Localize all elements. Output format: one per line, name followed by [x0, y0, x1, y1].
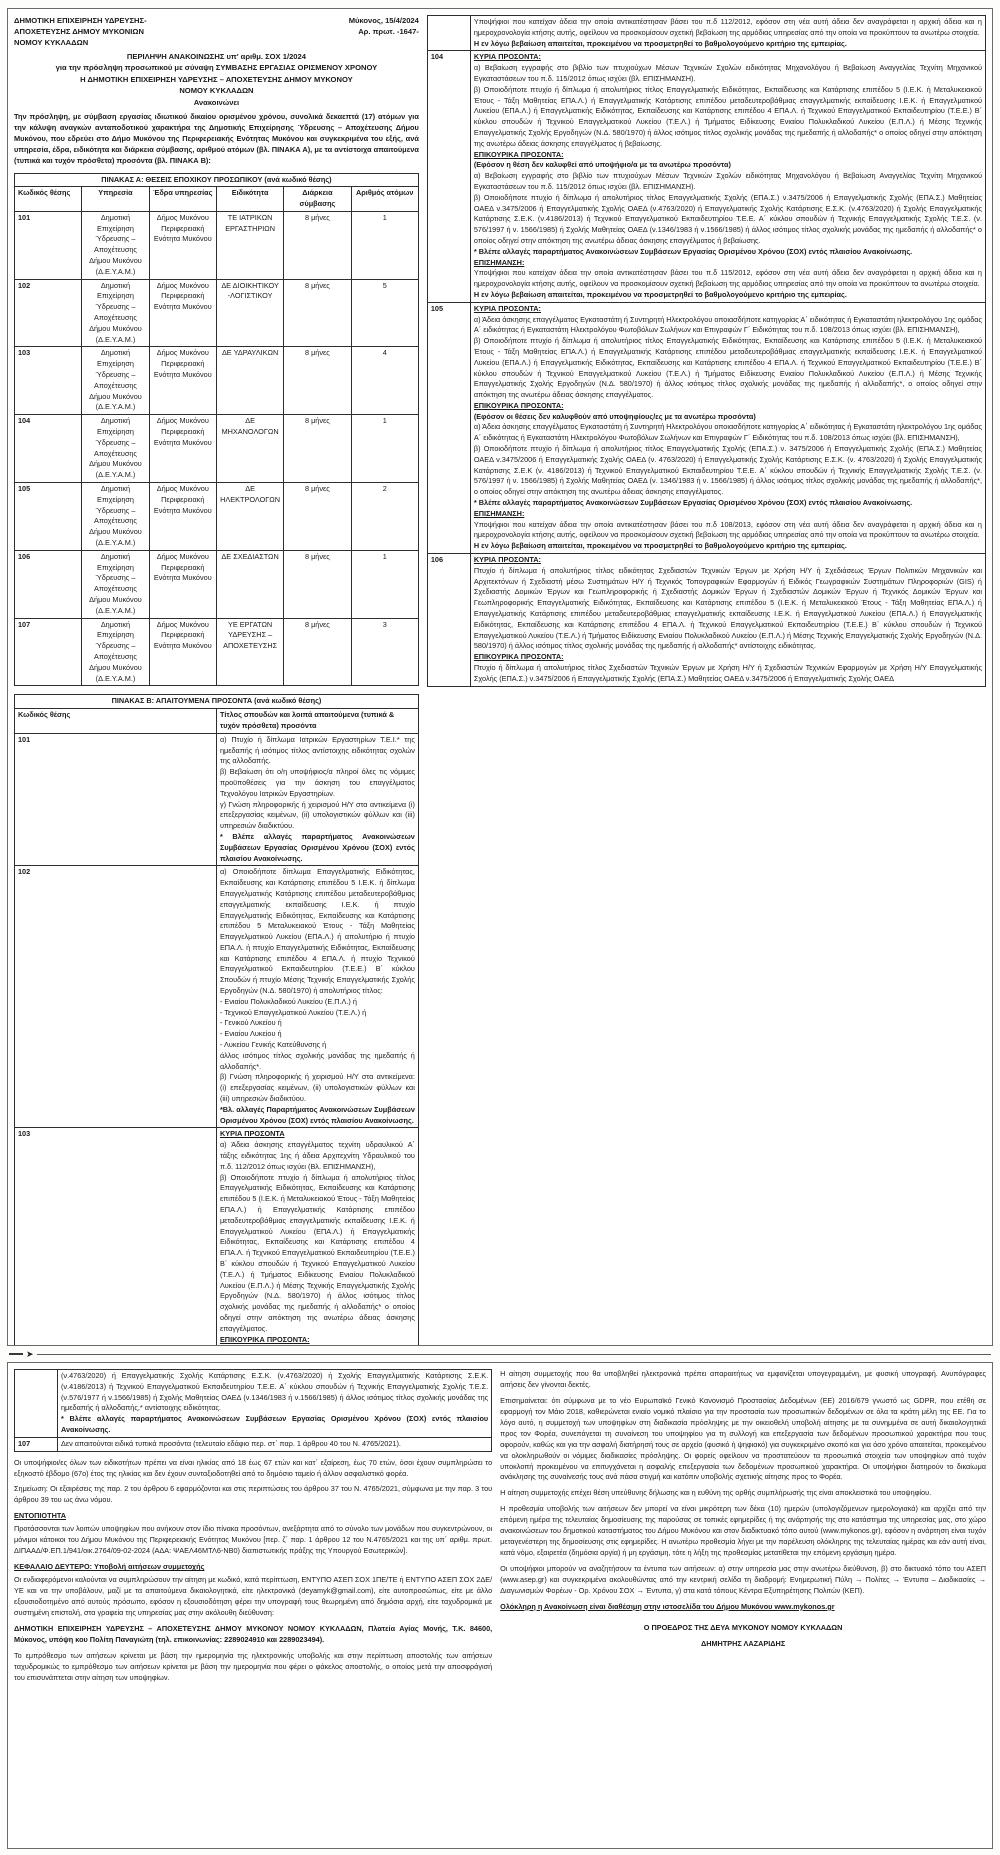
title-line: για την πρόσληψη προσωπικού με σύναψη ΣΥΜΒΑΣΗΣ ΕΡΓΑΣΙΑΣ ΟΡΙΣΜΕΝΟΥ ΧΡΟΝΟΥ [55, 63, 378, 73]
paragraph: ΚΕΦΑΛΑΙΟ ΔΕΥΤΕΡΟ: Υποβολή αιτήσεων συμμετοχής [14, 1562, 205, 1572]
qualification-text-cell [470, 302, 985, 553]
paragraph: α) Άδεια άσκησης επαγγέλματος τεχνίτη υδραυλικού Α΄ τάξης ειδικότητας 1ης ή άδεια Αρχιτεχνίτη Υδραυλικού του π.δ. 112/2012 όπως ισχύει (Βλ. ΕΠΙΣΗΜΑΝΣΗ), [219, 1140, 415, 1171]
paragraph: α) Βεβαίωση εγγραφής στο βιβλίο των πτυχιούχων Μέσων Τεχνικών Σχολών ειδικότητας Μηχανολόγου ή Βεβαίωση Αναγγελίας Τεχνίτη Μηχανικού Εγκαταστάσεων του π.δ. 115/2012 όπως ισχύει (βλ. ΕΠΙΣΗΜΑΝΣΗ). [473, 63, 982, 83]
table-b-requirements-right [427, 15, 986, 687]
qualification-text-cell [470, 16, 985, 51]
qualification-row [427, 302, 985, 553]
position-code-cell: 105 [427, 302, 470, 553]
table-cell: ΔΕ ΣΧΕΔΙΑΣΤΩΝ [216, 550, 283, 618]
paragraph: (ν.4763/2020) ή Επαγγελματικής Σχολής Κατάρτισης Ε.Σ.Κ. (ν.4763/2020) ή Σχολής Επαγγελματικής Κατάρτισης Σ.Ε.Κ. (ν.4186/2013) ή Τεχνικού Επαγγελματικού Εκπαιδευτηρίου Τ.Ε.Ε. Α΄ κύκλου σπουδών ή Τεχνικής Επαγγελματικής Σχολής Τ.Ε.Σ. (ν.576/1977 ή ν.1566/1985) ή Σχολής Μαθητείας ΟΑΕΔ (ν.1346/1983 ή ν.1566/1985) ή άλλος ισότιμος τίτλος σχολικής μονάδας της ημεδαπής ή αλλοδαπής,* αντίστοιχης ειδικότητας. [61, 1371, 489, 1413]
page-break-arrow-icon: ➤ [26, 1348, 34, 1359]
paragraph: ΕΠΙΣΗΜΑΝΣΗ: [473, 508, 525, 518]
table-b-requirements-left [14, 694, 419, 1346]
table-cell: ΔΕ ΗΛΕΚΤΡΟΛΟΓΩΝ [216, 483, 283, 551]
paragraph: β) Οποιοδήποτε πτυχίο ή δίπλωμα ή απολυτήριος τίτλος Επαγγελματικής Ειδικότητας, Εκπαίδευσης και Κατάρτισης επιπέδου 5 (Ι.Ε.Κ. ή Μεταλυκειακού Έτους - Τάξη Μαθητείας ΕΠΑ.Λ.) ή Επαγγελματικής Κατάρτισης επιπέδου μεταδευτεροβάθμιας επαγγελματικής εκπαίδευσης Ι.Ε.Κ. ή Επαγγελματικού Λυκείου (ΕΠΑ.Λ.) ή Επαγγελματικής Ειδικότητας, Εκπαίδευσης και Κατάρτισης επιπέδου 4 ΕΠΑ.Λ. ή Τεχνικού Επαγγελματικού Εκπαιδευτηρίου (Τ.Ε.Ε.) Β΄ κύκλου σπουδών ή Τεχνικού Επαγγελματικού Λυκείου (Τ.Ε.Λ.) ή Τμήματος Ειδίκευσης Ενιαίου Πολυκλαδικού Λυκείου (Ε.Π.Λ.) ή Μέσης Τεχνικής Επαγγελματικής Σχολής Εργοδηγών (Ν.Δ. 580/1970) ή άλλος ισότιμος τίτλος σχολικής μονάδας της ημεδαπής ή αλλοδαπής* ο οποίος οδηγεί στην απόκτηση της ανωτέρω άδειας άσκησης επαγγέλματος. [219, 1172, 415, 1333]
table-cell: Δημοτική Επιχείρηση Ύδρευσης – Αποχέτευσης Δήμου Μυκόνου (Δ.Ε.Υ.Α.Μ.) [82, 279, 149, 347]
divider-segment [9, 1353, 23, 1355]
paragraph: β) Οποιοδήποτε πτυχίο ή δίπλωμα ή απολυτήριος τίτλος Επαγγελματικής Σχολής (ΕΠΑ.Σ.) ν.3475/2006 ή Επαγγελματικής Σχολής (ΕΠΑ.Σ.) Μαθητείας ΟΑΕΔ ν.3475/2006 ή Επαγγελματικής Σχολής ΟΑΕΔ (ν.4763/2020) ή Επαγγελματικής Σχολής Κατάρτισης Ε.Σ.Κ. (ν.4763/2020) ή Σχολής Επαγγελματικής Κατάρτισης Σ.Ε.Κ. (ν.4186/2013) ή Τεχνικού Επαγγελματικού Εκπαιδευτηρίου Τ.Ε.Ε. Α΄ κύκλου σπουδών ή Τεχνικής Επαγγελματικής Σχολής Τ.Ε.Σ. (ν. 576/1997 ή ν. 1566/1985) ή Σχολής Μαθητείας ΟΑΕΔ (ν.1346/1983 ή ν.1566/1985) ή άλλος ισότιμος τίτλος σχολικής μονάδας της ημεδαπής ή αλλοδαπής* ο οποίος οδηγεί στην απόκτηση της ανωτέρω άδειας άσκησης επαγγέλματος ή βεβαίωσης. [473, 192, 982, 245]
paragraph: Ο ΠΡΟΕΔΡΟΣ ΤΗΣ ΔΕΥΑ ΜΥΚΟΝΟΥ ΝΟΜΟΥ ΚΥΚΛΑΔΩΝ [643, 1622, 843, 1632]
position-code-cell: 107 [15, 1437, 58, 1451]
paragraph: ΔΗΜΗΤΡΗΣ ΛΑΖΑΡΙΔΗΣ [700, 1638, 786, 1648]
qualification-row [427, 51, 985, 302]
qualification-row [15, 866, 419, 1128]
table-cell: 1 [351, 550, 418, 618]
paragraph: α) Βεβαίωση εγγραφής στο βιβλίο των πτυχιούχων Μέσων Τεχνικών Σχολών ειδικότητας Μηχανολόγου ή Βεβαίωση Αναγγελίας Τεχνίτη Μηχανικού Εγκαταστάσεων του π.δ. 115/2012 όπως ισχύει (βλ. ΕΠΙΣΗΜΑΝΣΗ). [473, 171, 982, 191]
paragraph: Οι ενδιαφερόμενοι καλούνται να συμπληρώσουν την αίτηση με κωδικό, κατά περίπτωση, ΕΝΤΥΠΟ ΑΣΕΠ ΣΟΧ 1ΠΕ/ΤΕ ή ΕΝΤΥΠΟ ΑΣΕΠ ΣΟΧ 2ΔΕ/ΥΕ και να την υποβάλουν, μαζί με τα απαιτούμενα δικαιολογητικά, είτε ηλεκτρονικά (deyamyk@gmail.com), είτε αυτοπροσώπως, είτε με άλλο εξουσιοδοτημένο από αυτούς πρόσωπο, εφόσον η εξουσιοδότηση φέρει την υπογραφή τους θεωρημένη από δημόσια αρχή, είτε ταχυδρομικά με συστημένη επιστολή, στα γραφεία της υπηρεσίας μας στην ακόλουθη διεύθυνση: [14, 1575, 493, 1617]
paragraph: ΕΠΙΚΟΥΡΙΚΑ ΠΡΟΣΟΝΤΑ: [473, 149, 564, 159]
paragraph: - Τεχνικού Επαγγελματικού Λυκείου (Τ.Ε.Λ.) ή [219, 1007, 367, 1017]
paragraph: ΔΗΜΟΤΙΚΗ ΕΠΙΧΕΙΡΗΣΗ ΥΔΡΕΥΣΗΣ – ΑΠΟΧΕΤΕΥΣΗΣ ΔΗΜΟΥ ΜΥΚΟΝΟΥ ΝΟΜΟΥ ΚΥΚΛΑΔΩΝ, Πλατεία Αγίας Μονής, Τ.Κ. 84600, Μύκονος, υπόψη κου Πολίτη Παναγιώτη (τηλ. επικοινωνίας: 2289024910 και 2289023494). [14, 1623, 493, 1644]
paragraph: Δεν απαιτούνται ειδικά τυπικά προσόντα (τελευταίο εδάφιο περ. στ΄ παρ. 1 άρθρου 40 του Ν. 4765/2021). [61, 1438, 401, 1448]
table-cell: Δημοτική Επιχείρηση Ύδρευσης – Αποχέτευσης Δήμου Μυκόνου (Δ.Ε.Υ.Α.Μ.) [82, 483, 149, 551]
document-page-2 [7, 1362, 993, 1849]
paragraph: Η προθεσμία υποβολής των αιτήσεων δεν μπορεί να είναι μικρότερη των δέκα (10) ημερών (υπολογιζόμενων ημερολογιακά) και αρχίζει από την επόμενη ημέρα της τελευταίας δημοσίευσης της παρούσας σε τοπικές εφημερίδες ή της ανάρτησής της στο κατάστημα της υπηρεσίας μας, στο χώρο ανακοινώσεων του δημοτικού καταστήματος του Δήμου Μυκόνου και στον διαδικτυακό τόπο αυτού (www.mykonos.gr), εφόσον η ανάρτηση είναι τυχόν μεταγενέστερη της δημοσίευσης στις εφημερίδες. Η ανωτέρω προθεσμία λήγει με την παρέλευση ολόκληρης της τελευταίας ημέρας και εάν αυτή είναι, κατά νόμο, εξαιρετέα (δημόσια αργία) ή μη εργάσιμη, τότε η λήξη της προθεσμίας μετατίθεται την επόμενη εργάσιμη ημέρα. [500, 1504, 986, 1558]
table-row [15, 618, 419, 686]
page-break-divider [7, 1346, 993, 1362]
table-cell: 8 μήνες [284, 279, 351, 347]
qualification-text-cell [216, 1128, 418, 1346]
table-b-header-row [15, 709, 419, 734]
paragraph: Η εν λόγω βεβαίωση απαιτείται, προκειμένου να προσμετρηθεί το βαθμολογούμενο κριτήριο της εμπειρίας. [473, 38, 847, 48]
qualification-row [15, 733, 419, 866]
title-line: Η ΔΗΜΟΤΙΚΗ ΕΠΙΧΕΙΡΗΣΗ ΥΔΡΕΥΣΗΣ – ΑΠΟΧΕΤΕΥΣΗΣ ΔΗΜΟΥ ΜΥΚΟΝΟΥ [80, 74, 353, 84]
page1-right-column [427, 15, 986, 1339]
org-line: ΝΟΜΟΥ ΚΥΚΛΑΔΩΝ [14, 38, 89, 47]
column-header: Ειδικότητα [216, 187, 283, 212]
document-header [14, 15, 419, 48]
qualification-text-cell [216, 866, 418, 1128]
paragraph: β) Οποιοδήποτε πτυχίο ή δίπλωμα ή απολυτήριος τίτλος Επαγγελματικής Σχολής (ΕΠΑ.Σ.) ν. 3475/2006 ή Επαγγελματικής Σχολής (ΕΠΑ.Σ.) Μαθητείας ΟΑΕΔ ν.3475/2006 ή Επαγγελματικής Σχολής ΟΑΕΔ (ν. 4763/2020) ή Επαγγελματικής Σχολής Κατάρτισης Ε.Σ.Κ. (ν. 4763/2020) ή Σχολής Επαγγελματικής Κατάρτισης Σ.Ε.Κ (ν. 4186/2013) ή Τεχνικού Επαγγελματικού Εκπαιδευτηρίου Τ.Ε.Ε. Α΄ κύκλου σπουδών ή Τεχνικής Επαγγελματικής Σχολής Τ.Ε.Σ. (ν. 576/1997 ή ν. 1566/1985) ή Σχολής Μαθητείας ΟΑΕΔ (ν. 1346/1983 ή ν. 1566/1985) ή άλλος ισότιμος τίτλος σχολικής μονάδας της ημεδαπής ή αλλοδαπής*, ο οποίος οδηγεί στην απόκτηση της ανωτέρω άδειας άσκησης επαγγέλματος. [473, 444, 982, 497]
paragraph: * Βλέπε αλλαγές παραρτήματος Ανακοινώσεων Συμβάσεων Εργασίας Ορισμένου Χρόνου (ΣΟΧ) εντός πλαισίου Ανακοίνωσης. [219, 831, 415, 863]
table-b-continuation [14, 1369, 492, 1452]
paragraph: ΚΥΡΙΑ ΠΡΟΣΟΝΤΑ: [473, 555, 541, 565]
document-page-1 [7, 8, 993, 1346]
paragraph: β) Οποιοδήποτε πτυχίο ή δίπλωμα ή απολυτήριος τίτλος Επαγγελματικής Ειδικότητας, Εκπαίδευσης και Κατάρτισης επιπέδου 5 (Ι.Ε.Κ. ή Μεταλυκειακού Έτους - Τάξη Μαθητείας ΕΠΑ.Λ.) ή Επαγγελματικής Κατάρτισης επιπέδου μεταδευτεροβάθμιας επαγγελματικής εκπαίδευσης Ι.Ε.Κ. ή Επαγγελματικού Λυκείου (ΕΠΑ.Λ.) ή Επαγγελματικής Ειδικότητας, Εκπαίδευσης και Κατάρτισης επιπέδου 4 ΕΠΑ.Λ. ή Τεχνικού Επαγγελματικού Εκπαιδευτηρίου (Τ.Ε.Ε.) Β΄ κύκλου σπουδών ή Τεχνικού Επαγγελματικού Λυκείου (Τ.Ε.Λ.) ή Τμήματος Ειδίκευσης Ενιαίου Πολυκλαδικού Λυκείου (Ε.Π.Λ.) ή Μέσης Τεχνικής Επαγγελματικής Σχολής Εργοδηγών (Ν.Δ. 580/1970) ή άλλος ισότιμος τίτλος σχολικής μονάδας της ημεδαπής ή αλλοδαπής* ο οποίος οδηγεί στην απόκτηση της ανωτέρω άδειας άσκησης επαγγέλματος ή βεβαίωσης. [473, 84, 982, 148]
table-cell: Δήμος Μυκόνου Περιφερειακή Ενότητα Μυκόνου [149, 279, 216, 347]
document-date: Μύκονος, 15/4/2024 [348, 16, 419, 25]
table-cell: 8 μήνες [284, 347, 351, 415]
paragraph: α) Πτυχίο ή δίπλωμα Ιατρικών Εργαστηρίων Τ.Ε.Ι.* της ημεδαπής ή ισότιμος τίτλος αντίστοιχης ειδικότητας σχολών της αλλοδαπής. [219, 734, 415, 766]
org-line: ΔΗΜΟΤΙΚΗ ΕΠΙΧΕΙΡΗΣΗ ΥΔΡΕΥΣΗΣ- [14, 16, 147, 25]
paragraph: άλλος ισότιμος τίτλος σχολικής μονάδας της ημεδαπής ή αλλοδαπής*. [219, 1050, 415, 1071]
table-cell: 102 [15, 279, 82, 347]
table-b-right-body [427, 16, 985, 687]
table-row [15, 415, 419, 483]
qualification-row [15, 1370, 492, 1438]
column-header: Υπηρεσία [82, 187, 149, 212]
paragraph: Προτάσσονται των λοιπών υποψηφίων που ανήκουν στον ίδιο πίνακα προσόντων, ανεξάρτητα από το σύνολο των μονάδων που συγκεντρώνουν, οι μόνιμοι κάτοικοι του Δήμου Μυκόνου της Περιφερειακής Ενότητας Μυκόνου [περ. ζ΄ παρ. 1 άρθρου 12 του Ν.4765/2021 και της υπ΄ αριθμ. πρωτ. ΔΙΠΑΑΔ/Φ.ΕΠ.1/941/οικ.2764/09-02-2024 (ΑΔΑ: ΨΑΕΛ46ΜΤΛ6-ΝΒ0) διαπιστωτικής πράξης της Υπουργού Εσωτερικών]. [14, 1524, 493, 1556]
table-cell: Δημοτική Επιχείρηση Ύδρευσης – Αποχέτευσης Δήμου Μυκόνου (Δ.Ε.Υ.Α.Μ.) [82, 618, 149, 686]
page2-left-column [14, 1369, 492, 1842]
paragraph: Υποψήφιοι που κατείχαν άδεια την οποία αντικατέστησαν βάσει του π.δ 115/2012, εφόσον στη νέα αυτή άδεια δεν αναγράφεται η αρχική άδεια και η ημεροχρονολογία κτήσης αυτής, οφείλουν να προσκομίσουν σχετική βεβαίωση της αρμόδιας υπηρεσίας από την οποία να προκύπτουν τα ανωτέρω στοιχεία. [473, 268, 982, 289]
position-code-cell: 101 [15, 733, 217, 866]
document-title-block [14, 51, 419, 108]
page2-right-paragraphs [500, 1369, 986, 1613]
table-cell: 105 [15, 483, 82, 551]
paragraph: α) Άδεια άσκησης επαγγέλματος Εγκαταστάτη ή Συντηρητή Ηλεκτρολόγου οποιασδήποτε κατηγορίας Α΄ ειδικότητας ή Εγκαταστάτη ηλεκτρολόγου 1ης ομάδας Α΄ ειδικότητας ή Εγκαταστάτη Ηλεκτρολόγου Φωτοβόλων Σωλήνων και Επιγραφών Γ΄ Ειδικότητας του π.δ. 108/2013 όπως ισχύει (βλ. ΕΠΙΣΗΜΑΝΣΗ), [473, 422, 982, 443]
paragraph: β) Γνώση πληροφορικής ή χειρισμού Η/Υ στα αντικείμενα: (i) επεξεργασίας κειμένων, (ii) υπολογιστικών φύλλων και (iii) υπηρεσιών διαδικτύου. [219, 1072, 415, 1104]
table-b-left-body [15, 733, 419, 1346]
position-code-cell [427, 16, 470, 51]
table-cell: ΔΕ ΜΗΧΑΝΟΛΟΓΩΝ [216, 415, 283, 483]
paragraph: Ολόκληρη η Ανακοίνωση είναι διαθέσιμη στην ιστοσελίδα του Δήμου Μυκόνου www.mykonos.gr [500, 1601, 835, 1611]
table-cell: ΥΕ ΕΡΓΑΤΩΝ ΥΔΡΕΥΣΗΣ – ΑΠΟΧΕΤΕΥΣΗΣ [216, 618, 283, 686]
table-cell: 8 μήνες [284, 618, 351, 686]
paragraph: ΕΠΙΚΟΥΡΙΚΑ ΠΡΟΣΟΝΤΑ: [473, 400, 564, 410]
table-cell: 8 μήνες [284, 483, 351, 551]
position-code-cell: 104 [427, 51, 470, 302]
table-cell: Δήμος Μυκόνου Περιφερειακή Ενότητα Μυκόνου [149, 618, 216, 686]
table-cell: Δημοτική Επιχείρηση Ύδρευσης – Αποχέτευσης Δήμου Μυκόνου (Δ.Ε.Υ.Α.Μ.) [82, 211, 149, 279]
table-cell: 101 [15, 211, 82, 279]
table-cell: 106 [15, 550, 82, 618]
paragraph: ΕΠΙΣΗΜΑΝΣΗ: [473, 257, 525, 267]
table-cell: 2 [351, 483, 418, 551]
org-line: ΑΠΟΧΕΤΕΥΣΗΣ ΔΗΜΟΥ ΜΥΚΟΝΙΩΝ [14, 27, 144, 36]
paragraph: Οι υποψήφιοι μπορούν να αναζητήσουν τα έντυπα των αιτήσεων: α) στην υπηρεσία μας στην ανωτέρω διεύθυνση, β) στο δικτυακό τόπο του ΑΣΕΠ (www.asep.gr) και συγκεκριμένα ακολουθώντας από την κεντρική σελίδα τη διαδρομή: Ενημερωτική Πύλη → Πολίτες → Έντυπα – Διαδικασίες → Διαγωνισμών Φορέων - Ορ. Χρόνου ΣΟΧ → Έντυπα, γ) στα κατά τόπους Κέντρα Εξυπηρέτησης Πολιτών (ΚΕΠ). [500, 1564, 986, 1595]
table-cell: Δήμος Μυκόνου Περιφερειακή Ενότητα Μυκόνου [149, 550, 216, 618]
position-code-cell: 103 [15, 1128, 217, 1346]
paragraph: *Βλ. αλλαγές Παραρτήματος Ανακοινώσεων Συμβάσεων Ορισμένου Χρόνου (ΣΟΧ) εντός πλαισίου Ανακοίνωσης. [219, 1104, 415, 1125]
page2-left-paragraphs [14, 1458, 492, 1684]
page1-left-column [14, 15, 419, 1344]
paragraph: Επισημαίνεται: ότι σύμφωνα με το νέο Ευρωπαϊκό Γενικό Κανονισμό Προστασίας Δεδομένων (ΕΕ) 2016/679 γνωστό ως GDPR, που ετέθη σε εφαρμογή τον Μάιο 2018, καθιερώνεται ενιαίο νομικό πλαίσιο για την προστασία των προσωπικών δεδομένων σε όλα τα κράτη μέλη της ΕΕ. Για το λόγο αυτό, η συμμετοχή των υποψηφίων στη διαδικασία πρόσληψης με την οικειοθελή υποβολή αίτησης με τα συνημμένα σε αυτή δικαιολογητικά προς τον Φορέα, συνεπάγεται τη συναίνεση του υποψηφίου για τη συλλογή και επεξεργασία των δεδομένων προσωπικού χαρακτήρα που τους αφορούν, καθώς και για την ασφαλή διατήρησή τους σε αρχείο (φυσικό ή ψηφιακό) για συγκεκριμένο σκοπό και για όσο χρόνο απαιτείται, προκειμένου να ολοκληρωθούν οι νόμιμες διαδικασίες πρόσληψης. Οι φορείς οφείλουν να προστατεύουν τα προσωπικά στοιχεία των υποψηφίων από τυχόν υποκλοπή προκειμένου να επιτυγχάνεται η ασφαλής επεξεργασία των δεδομένων προσωπικού χαρακτήρα. Οι υποψήφιοι διατηρούν το δικαίωμα ανάκλησης της συναίνεσής τους ανά πάσα στιγμή και κατόπιν υποβολής σχετικής αίτησης προς το Φορέα. [500, 1395, 986, 1482]
table-row [15, 279, 419, 347]
position-code-cell: 102 [15, 866, 217, 1128]
table-row [15, 211, 419, 279]
table-cell: Δημοτική Επιχείρηση Ύδρευσης – Αποχέτευσης Δήμου Μυκόνου (Δ.Ε.Υ.Α.Μ.) [82, 550, 149, 618]
column-header: Διάρκεια σύμβασης [284, 187, 351, 212]
qualification-row [15, 1437, 492, 1451]
table-a-header-row [15, 187, 419, 212]
qualification-row [427, 554, 985, 687]
table-cell: 8 μήνες [284, 550, 351, 618]
paragraph: Οι υποψήφιοι/ες όλων των ειδικοτήτων πρέπει να είναι ηλικίας από 18 έως 67 ετών και κατ΄ εξαίρεση, έως 70 ετών, όσοι έχουν συμπληρώσει το εξηκοστό έβδομο (67ο) έτος της ηλικίας και δεν έχουν συνταξιοδοτηθεί από το δημόσιο ταμείο ή άλλον ασφαλιστικό φορέα. [14, 1457, 493, 1478]
paragraph: - Ενιαίου Πολυκλαδικού Λυκείου (Ε.Π.Λ.) ή [219, 996, 357, 1006]
intro-paragraph: Την πρόσληψη, με σύμβαση εργασίας ιδιωτικού δικαίου ορισμένου χρόνου, συνολικά δεκαεπτά (17) ατόμων για την κάλυψη αναγκών ανταποδοτικού χαρακτήρα της Δημοτικής Επιχείρησης Ύδρευσης – Αποχέτευσης Δήμου Μυκόνου, που εδρεύει στο Δήμο Μυκόνου της Περιφερειακής Ενότητας Μυκόνου και συγκεκριμένα του εξής, ανά υπηρεσία, έδρα, ειδικότητα και διάρκεια σύμβασης, αριθμού ατόμων (βλ. ΠΙΝΑΚΑ Α), με τα αντίστοιχα απαιτούμενα (τυπικά και τυχόν πρόσθετα) προσόντα (βλ. ΠΙΝΑΚΑ Β): [14, 111, 419, 166]
paragraph: α) Άδεια άσκησης επαγγέλματος Εγκαταστάτη ή Συντηρητή Ηλεκτρολόγου οποιασδήποτε κατηγορίας Α΄ ειδικότητας ή Εγκαταστάτη ηλεκτρολόγου 1ης ομάδας Α΄ ειδικότητας ή Εγκαταστάτη Ηλεκτρολόγου Φωτοβόλων Σωλήνων και Επιγραφών Γ΄ Ειδικότητας του π.δ. 108/2013 όπως ισχύει (βλ. ΕΠΙΣΗΜΑΝΣΗ), [473, 314, 982, 335]
paragraph: β) Οποιοδήποτε πτυχίο ή δίπλωμα ή απολυτήριος τίτλος Επαγγελματικής Ειδικότητας, Εκπαίδευσης και Κατάρτισης επιπέδου 5 (Ι.Ε.Κ. ή Μεταλυκειακού Έτους - Τάξη Μαθητείας ΕΠΑ.Λ.) ή Επαγγελματικής Κατάρτισης επιπέδου μεταδευτεροβάθμιας επαγγελματικής εκπαίδευσης Ι.Ε.Κ. ή Επαγγελματικού Λυκείου (ΕΠΑ.Λ.) ή Επαγγελματικής Ειδικότητας, Εκπαίδευσης και Κατάρτισης επιπέδου 4 ΕΠΑ.Λ. ή Τεχνικού Επαγγελματικού Εκπαιδευτηρίου (Τ.Ε.Ε.) Β΄ κύκλου σπουδών ή Τεχνικού Επαγγελματικού Λυκείου (Τ.Ε.Λ.) ή Τμήματος Ειδίκευσης Ενιαίου Πολυκλαδικού Λυκείου (Ε.Π.Λ.) ή Μέσης Τεχνικής Επαγγελματικής Σχολής Εργοδηγών (Ν.Δ. 580/1970) ή άλλος ισότιμος τίτλος σχολικής μονάδας της ημεδαπής ή αλλοδαπής*, ο οποίος οδηγεί στην απόκτηση της ανωτέρω άδειας άσκησης επαγγέλματος. [473, 336, 982, 400]
paragraph: * Βλέπε αλλαγές παραρτήματος Ανακοινώσεων Συμβάσεων Εργασίας Ορισμένου Χρόνου (ΣΟΧ) εντός πλαισίου Ανακοίνωσης. [473, 498, 913, 508]
table-cell: ΤΕ ΙΑΤΡΙΚΩΝ ΕΡΓΑΣΤΗΡΙΩΝ [216, 211, 283, 279]
title-line: ΠΕΡΙΛΗΨΗ ΑΝΑΚΟΙΝΩΣΗΣ υπ' αριθμ. ΣΟΧ 1/2024 [126, 52, 306, 61]
paragraph: - Γενικού Λυκείου ή [219, 1018, 282, 1028]
table-b-continuation-body [15, 1370, 492, 1452]
qualification-row [15, 1128, 419, 1346]
table-row [15, 483, 419, 551]
paragraph: Υποψήφιοι που κατείχαν άδεια την οποία αντικατέστησαν βάσει του π.δ 108/2013, εφόσον στη νέα αυτή άδεια δεν αναγράφεται η αρχική άδεια και η ημεροχρονολογία κτήσης αυτής, οφείλουν να προσκομίσουν σχετική βεβαίωση της αρμόδιας υπηρεσίας από την οποία να προκύπτουν τα ανωτέρω στοιχεία. [473, 519, 982, 540]
table-a-body [15, 211, 419, 685]
date-protocol-block [349, 15, 419, 37]
table-cell: 104 [15, 415, 82, 483]
paragraph: ΕΝΤΟΠΙΟΤΗΤΑ [14, 1511, 67, 1521]
table-cell: 5 [351, 279, 418, 347]
table-cell: Δημοτική Επιχείρηση Ύδρευσης – Αποχέτευσης Δήμου Μυκόνου (Δ.Ε.Υ.Α.Μ.) [82, 347, 149, 415]
position-code-cell: 106 [427, 554, 470, 687]
table-cell: 1 [351, 211, 418, 279]
paragraph: Υποψήφιοι που κατείχαν άδεια την οποία αντικατέστησαν βάσει του π.δ 112/2012, εφόσον στη νέα αυτή άδεια δεν αναγράφεται η αρχική άδεια και η ημεροχρονολογία κτήσης αυτής, οφείλουν να προσκομίσουν σχετική βεβαίωση της αρμόδιας υπηρεσίας από την οποία να προκύπτουν τα ανωτέρω στοιχεία. [473, 17, 982, 37]
table-cell: 1 [351, 415, 418, 483]
paragraph: (Εφόσον η θέση δεν καλυφθεί από υποψήφιο/α με τα ανωτέρω προσόντα) [473, 160, 731, 170]
table-cell: ΔΕ ΥΔΡΑΥΛΙΚΩΝ [216, 347, 283, 415]
paragraph: * Βλέπε αλλαγές παραρτήματος Ανακοινώσεων Συμβάσεων Εργασίας Ορισμένου Χρόνου (ΣΟΧ) εντός πλαισίου Ανακοίνωσης. [473, 246, 913, 256]
paragraph: Πτυχίο ή δίπλωμα ή απολυτήριος τίτλος ειδικότητας Σχεδιαστών Τεχνικών Έργων με Χρήση Η/Υ ή Σχεδιάσεως Έργων Πολιτικών Μηχανικών και Αρχιτεκτόνων ή Σχεδιαστή μέσω Συστημάτων Η/Υ ή Τεχνικός Τοπογραφικών Εφαρμογών ή Ειδικός Γεωγραφικών Συστημάτων Πληροφοριών (GIS) ή Σχεδιαστής Δομικών Έργων και Γεωπληροφορικής ή Σχεδιαστής Δομικών Έργων ή Σχεδιαστών Δομικών Έργων ή Τεχνικός Δομικών Έργων και Γεωπληροφορικής Επαγγελματικής Ειδικότητας, Εκπαίδευσης και Κατάρτισης επιπέδου 5 (Ι.Ε.Κ. ή Μεταλυκειακού Έτους - Τάξη Μαθητείας ΕΠΑ.Λ.) ή Επαγγελματικής Κατάρτισης επιπέδου μεταδευτεροβάθμιας επαγγελματικής εκπαίδευσης Ι.Ε.Κ. ή Επαγγελματικού Λυκείου (ΕΠΑ.Λ.) ή Επαγγελματικής Ειδικότητας, Εκπαίδευσης και Κατάρτισης επιπέδου 4 ΕΠΑ.Λ. ή Τεχνικού Επαγγελματικού Εκπαιδευτηρίου (Τ.Ε.Ε.) Β΄ κύκλου σπουδών ή Τεχνικού Επαγγελματικού Λυκείου (Τ.Ε.Λ.) ή Τμήματος Ειδίκευσης Ενιαίου Πολυκλαδικού Λυκείου (Ε.Π.Λ.) ή Μέσης Τεχνικής Επαγγελματικής Σχολής Εργοδηγών (Ν.Δ. 580/1970) ή άλλος ισότιμος τίτλος σχολικής μονάδας της ημεδαπής ή αλλοδαπής* αντίστοιχης ειδικότητας. [473, 565, 982, 651]
table-cell: Δήμος Μυκόνου Περιφερειακή Ενότητα Μυκόνου [149, 211, 216, 279]
table-cell: Δήμος Μυκόνου Περιφερειακή Ενότητα Μυκόνου [149, 415, 216, 483]
page2-right-column [500, 1369, 986, 1842]
paragraph: γ) Γνώση πληροφορικής ή χειρισμού Η/Υ στα αντικείμενα (i) επεξεργασίας κειμένων, (ii) υπολογιστικών φύλλων και (iii) υπηρεσιών διαδικτύου. [219, 799, 415, 831]
title-line: ΝΟΜΟΥ ΚΥΚΛΑΔΩΝ [179, 86, 254, 96]
qualification-text-cell [58, 1437, 492, 1451]
issuing-authority-block [14, 15, 147, 48]
paragraph: β) Βεβαίωση ότι ο/η υποψήφιος/α πληροί όλες τις νόμιμες προϋποθέσεις για την άσκηση του επαγγέλματος Τεχνολόγου Ιατρικών Εργαστηρίων. [219, 767, 415, 798]
table-cell: 8 μήνες [284, 211, 351, 279]
qualification-text-cell [216, 733, 418, 866]
table-cell: 103 [15, 347, 82, 415]
protocol-number: Αρ. πρωτ. -1647- [358, 27, 419, 36]
divider-line [37, 1354, 991, 1355]
table-cell: 107 [15, 618, 82, 686]
title-line: Ανακοινώνει [193, 97, 240, 107]
column-header: Κωδικός θέσης [15, 187, 82, 212]
table-row [15, 347, 419, 415]
qualification-text-cell [470, 554, 985, 687]
qualification-text-cell [58, 1370, 492, 1438]
paragraph: Η εν λόγω βεβαίωση απαιτείται, προκειμένου να προσμετρηθεί το βαθμολογούμενο κριτήριο της εμπειρίας. [473, 289, 847, 299]
qualification-text-cell [470, 51, 985, 302]
paragraph: ΚΥΡΙΑ ΠΡΟΣΟΝΤΑ: [473, 52, 541, 62]
table-cell: Δήμος Μυκόνου Περιφερειακή Ενότητα Μυκόνου [149, 347, 216, 415]
paragraph: α) Οποιοδήποτε δίπλωμα Επαγγελματικής Ειδικότητας, Εκπαίδευσης και Κατάρτισης επιπέδου 5 Ι.Ε.Κ. ή δίπλωμα Επαγγελματικής Κατάρτισης επιπέδου μεταδευτεροβάθμιας επαγγελματικής εκπαίδευσης Ι.Ε.Κ. ή πτυχίο Επαγγελματικής Ειδικότητας, Εκπαίδευσης και Κατάρτισης επιπέδου 5 Μεταλυκειακού Έτους - Τάξη Μαθητείας Επαγγελματικού Λυκείου (ΕΠΑ.Λ.) ή απολυτήριο ή πτυχίο ΕΠΑ.Λ. ή πτυχίο Επαγγελματικής Ειδικότητας, Εκπαίδευσης και Κατάρτισης επιπέδου 4 ΕΠΑ.Λ. ή πτυχίο Τεχνικού Επαγγελματικού Εκπαιδευτηρίου (Τ.Ε.Ε.) Β΄ κύκλου Σπουδών ή πτυχίο Μέσης Τεχνικής Επαγγελματικής Σχολής Εργοδηγών (Ν.Δ. 580/1970) ή απολυτήριος τίτλος: [219, 867, 415, 996]
table-cell: 8 μήνες [284, 415, 351, 483]
table-a-title: ΠΙΝΑΚΑΣ Α: ΘΕΣΕΙΣ ΕΠΟΧΙΚΟΥ ΠΡΟΣΩΠΙΚΟΥ (ανά κωδικό θέσης) [15, 173, 419, 187]
paragraph: Σημείωση: Οι εξαιρέσεις της παρ. 2 του άρθρου 6 εφαρμόζονται και στις περιπτώσεις του άρθρου 37 του Ν. 4765/2021, σύμφωνα με την παρ. 3 του άρθρου 39 του ως άνω νόμου. [14, 1484, 493, 1505]
table-cell: Δημοτική Επιχείρηση Ύδρευσης – Αποχέτευσης Δήμου Μυκόνου (Δ.Ε.Υ.Α.Μ.) [82, 415, 149, 483]
paragraph: (Εφόσον οι θέσεις δεν καλυφθούν από υποψηφίους/ες με τα ανωτέρω προσόντα) [473, 411, 756, 421]
paragraph: ΕΠΙΚΟΥΡΙΚΑ ΠΡΟΣΟΝΤΑ: [473, 652, 564, 662]
paragraph: ΕΠΙΚΟΥΡΙΚΑ ΠΡΟΣΟΝΤΑ: [219, 1334, 310, 1344]
position-code-cell [15, 1370, 58, 1438]
table-cell: 4 [351, 347, 418, 415]
qualification-row [427, 16, 985, 51]
table-cell: 3 [351, 618, 418, 686]
column-header: Κωδικός θέσης [15, 709, 217, 734]
signature-block [500, 1623, 986, 1650]
paragraph: ΚΥΡΙΑ ΠΡΟΣΟΝΤΑ: [473, 303, 541, 313]
column-header: Έδρα υπηρεσίας [149, 187, 216, 212]
paragraph: ΚΥΡΙΑ ΠΡΟΣΟΝΤΑ [219, 1129, 285, 1139]
table-a-positions [14, 173, 419, 687]
paragraph: - Ενιαίου Λυκείου ή [219, 1029, 282, 1039]
column-header: Αριθμός ατόμων [351, 187, 418, 212]
table-cell: ΔΕ ΔΙΟΙΚΗΤΙΚΟΥ -ΛΟΓΙΣΤΙΚΟΥ [216, 279, 283, 347]
column-header: Τίτλος σπουδών και λοιπά απαιτούμενα (τυπικά & τυχόν πρόσθετα) προσόντα [216, 709, 418, 734]
paragraph: - Λυκείου Γενικής Κατεύθυνσης ή [219, 1040, 327, 1050]
paragraph: Η αίτηση συμμετοχής επέχει θέση υπεύθυνης δήλωσης και η ευθύνη της ορθής συμπλήρωσής της είναι αποκλειστικά του υποψηφίου. [500, 1488, 932, 1498]
paragraph: Το εμπρόθεσμο των αιτήσεων κρίνεται με βάση την ημερομηνία της ηλεκτρονικής υποβολής και στην περίπτωση αποστολής των αιτήσεων ταχυδρομικώς το εμπρόθεσμο των αιτήσεων κρίνεται με βάση την ημερομηνία που φέρει ο φάκελος αποστολής, ο οποίος μετά την αποσφράγισή του επισυνάπτεται στην αίτηση των υποψηφίων. [14, 1650, 493, 1682]
paragraph: * Βλέπε αλλαγές παραρτήματος Ανακοινώσεων Συμβάσεων Εργασίας Ορισμένου Χρόνου (ΣΟΧ) εντός πλαισίου Ανακοίνωσης. [61, 1414, 489, 1434]
paragraph: Η εν λόγω βεβαίωση απαιτείται, προκειμένου να προσμετρηθεί το βαθμολογούμενο κριτήριο της εμπειρίας. [473, 541, 847, 551]
paragraph: Πτυχίο ή δίπλωμα ή απολυτήριος τίτλος Σχεδιαστών Τεχνικών Έργων με Χρήση Η/Υ ή Σχεδιαστών Τεχνικών Εφαρμογών με Χρήση Η/Υ Επαγγελματικής Σχολής (ΕΠΑ.Σ.) ν.3475/2006 ή Επαγγελματικής Σχολής (ΕΠΑ.Σ.) Μαθητείας ΟΑΕΔ ν.3475/2006 ή Επαγγελματικής Σχολής ΟΑΕΔ [473, 663, 982, 683]
paragraph: Η αίτηση συμμετοχής που θα υποβληθεί ηλεκτρονικά πρέπει απαραιτήτως να εμφανίζεται υπογεγραμμένη, με φυσική υπογραφή. Ανυπόγραφες αιτήσεις δεν γίνονται δεκτές. [500, 1369, 986, 1389]
table-b-title: ΠΙΝΑΚΑΣ Β: ΑΠΑΙΤΟΥΜΕΝΑ ΠΡΟΣΟΝΤΑ (ανά κωδικό θέσης) [15, 695, 419, 709]
table-cell: Δήμος Μυκόνου Περιφερειακή Ενότητα Μυκόνου [149, 483, 216, 551]
table-row [15, 550, 419, 618]
